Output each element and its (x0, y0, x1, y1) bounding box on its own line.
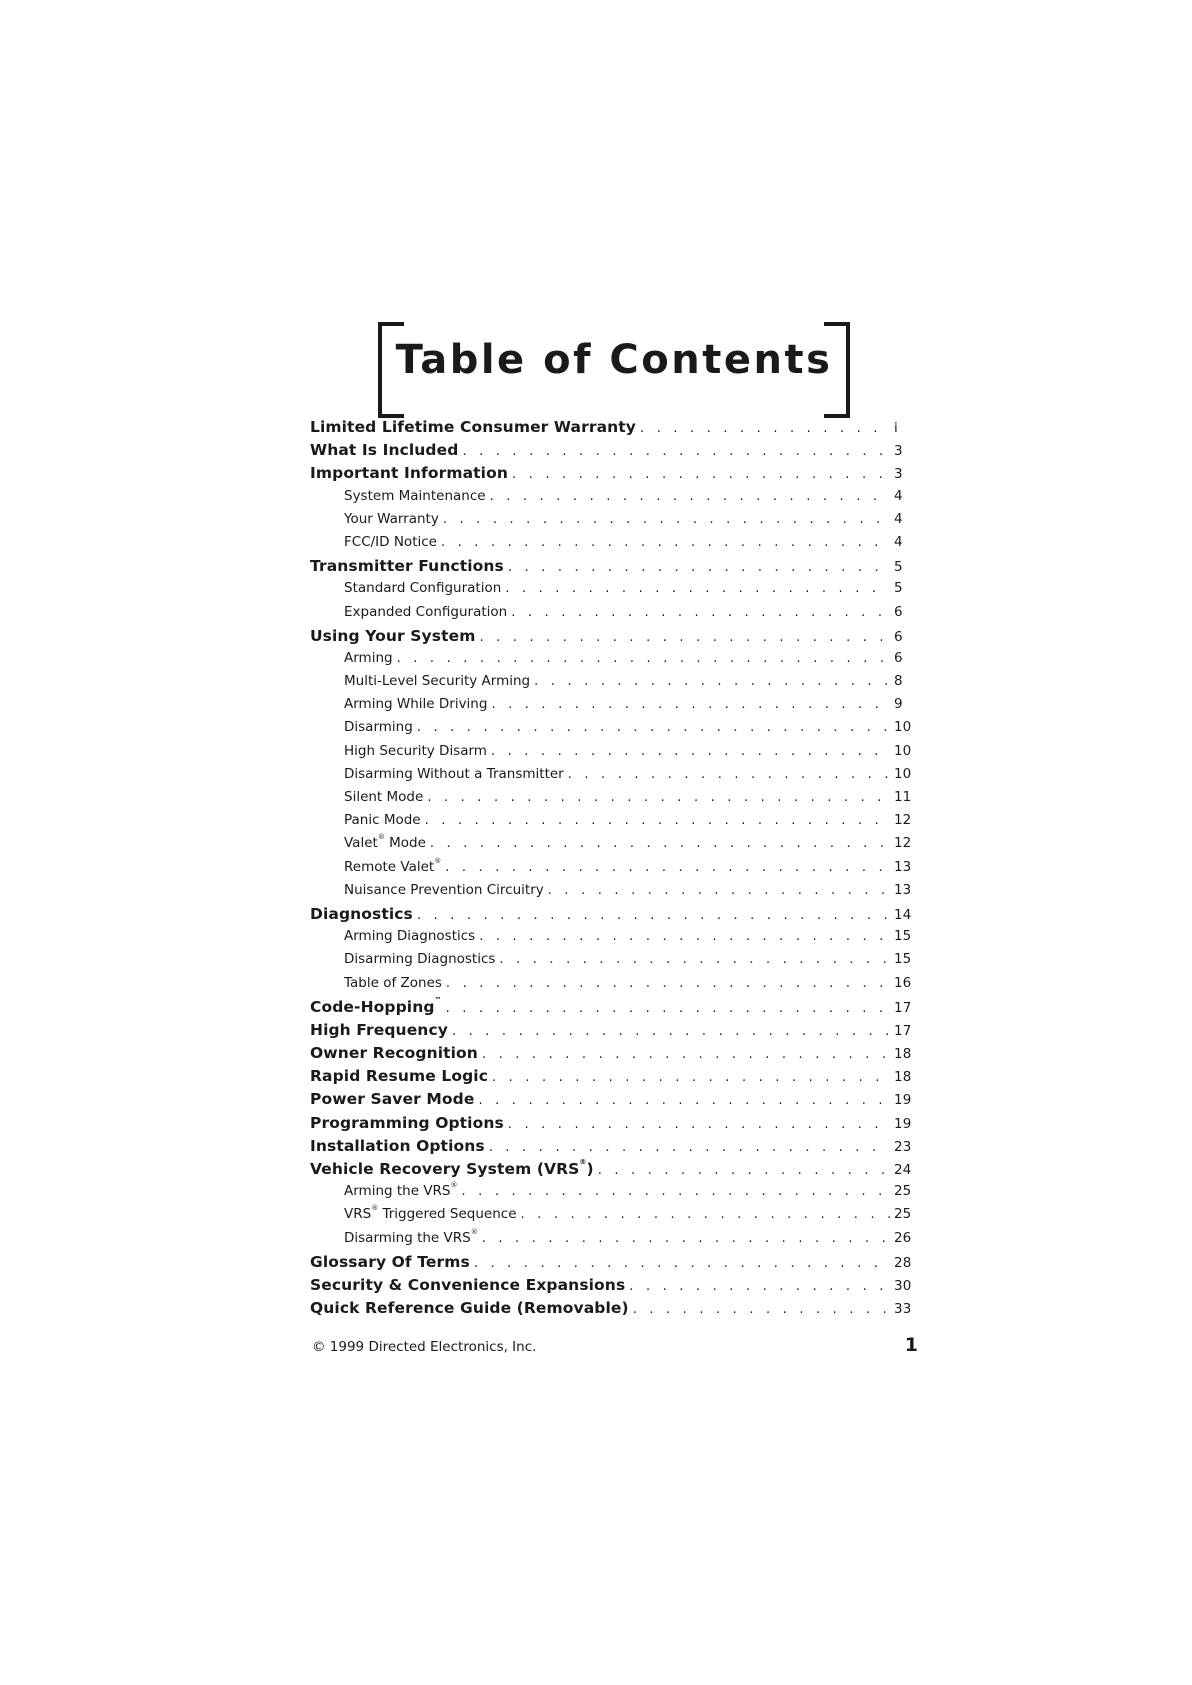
toc-subsection-entry (310, 511, 912, 534)
toc-subsection-entry (310, 580, 912, 603)
toc-page-number: 10 (894, 719, 912, 736)
toc-page-number: 18 (894, 1069, 912, 1086)
toc-page-number: 25 (894, 1183, 912, 1200)
dot-leader (548, 883, 890, 898)
dot-leader (441, 535, 890, 550)
dot-leader (490, 489, 890, 504)
dot-leader (568, 767, 890, 782)
toc-subsection-entry (310, 1227, 912, 1253)
toc-entry-label: Important Information (310, 464, 508, 483)
toc-page-number: 19 (894, 1092, 912, 1109)
toc-entry-title (310, 1090, 474, 1108)
toc-section-entry (310, 1160, 912, 1183)
dot-leader (640, 421, 890, 436)
trademark-mark: ® (434, 856, 442, 865)
toc-page-number: 6 (894, 649, 903, 666)
toc-subsection-entry (310, 673, 912, 696)
toc-page-number: 4 (894, 533, 903, 550)
toc-page-number: 6 (894, 603, 903, 620)
toc-subsection-entry (310, 789, 912, 812)
toc-page-number: 15 (894, 928, 912, 945)
toc-subsection-entry (310, 1206, 912, 1229)
toc-entry-title (344, 719, 413, 735)
toc-page-number: 12 (894, 812, 912, 829)
right-bracket-decoration (824, 322, 850, 418)
trademark-mark: ® (579, 1158, 587, 1166)
toc-entry-label: Your Warranty (344, 510, 439, 527)
toc-section-entry (310, 464, 912, 487)
toc-entry-label: Table of Zones (344, 974, 442, 991)
toc-page-number: 25 (894, 1206, 912, 1223)
toc-entry-title (310, 1299, 629, 1317)
dot-leader (508, 1117, 890, 1132)
toc-subsection-entry (310, 928, 912, 951)
dot-leader (491, 697, 890, 712)
toc-entry-label: Vehicle Recovery System (VRS (310, 1160, 580, 1178)
dot-leader (598, 1163, 890, 1178)
toc-subsection-entry (310, 951, 912, 974)
toc-entry-title (310, 1067, 488, 1085)
toc-entry-title (344, 975, 442, 991)
dot-leader (462, 1184, 891, 1199)
dot-leader (417, 908, 890, 923)
toc-entry-label: Power Saver Mode (310, 1090, 475, 1109)
toc-entry-title (310, 464, 508, 482)
toc-entry-label: FCC/ID Notice (344, 533, 437, 550)
dot-leader (446, 976, 890, 991)
toc-section-entry (310, 1044, 912, 1067)
toc-entry-title (310, 418, 636, 436)
toc-entry-label: Installation Options (310, 1136, 485, 1155)
toc-subsection-entry (310, 766, 912, 789)
table-of-contents (310, 418, 912, 1322)
toc-section-entry (310, 1021, 912, 1044)
toc-entry-title (344, 604, 507, 620)
toc-entry-label: Diagnostics (310, 904, 413, 923)
toc-page-number: 33 (894, 1301, 912, 1318)
toc-entry-title (310, 905, 413, 923)
toc-entry-title (344, 673, 530, 689)
dot-leader (511, 605, 890, 620)
toc-page-number: 23 (894, 1138, 912, 1155)
dot-leader (629, 1279, 890, 1294)
toc-entry-label: Code-Hopping (310, 997, 435, 1016)
trademark-mark: ™ (434, 995, 442, 1004)
toc-section-entry (310, 557, 912, 580)
toc-entry-title (344, 1206, 517, 1222)
trademark-mark: ® (470, 1227, 478, 1236)
dot-leader (512, 467, 890, 482)
toc-entry-label: Arming (344, 649, 393, 666)
toc-page-number: 11 (894, 789, 912, 805)
toc-entry-label: Silent Mode (344, 789, 424, 805)
toc-entry-label: Programming Options (310, 1113, 504, 1132)
toc-entry-title (310, 1160, 594, 1178)
toc-page-number: 5 (894, 580, 903, 597)
title-block (378, 322, 850, 414)
toc-subsection-entry (310, 743, 912, 766)
toc-entry-title (310, 1253, 470, 1271)
dot-leader (482, 1047, 890, 1062)
dot-leader (482, 1231, 890, 1246)
toc-page-number: 17 (894, 999, 912, 1016)
toc-entry-label-suffix: Mode (384, 835, 426, 852)
trademark-mark: ® (450, 1181, 458, 1190)
toc-entry-title (310, 557, 504, 575)
toc-entry-label: Transmitter Functions (310, 557, 504, 576)
toc-page-number: 5 (894, 559, 903, 576)
dot-leader (505, 581, 890, 596)
toc-page-number: 13 (894, 858, 912, 875)
dot-leader (489, 1140, 890, 1155)
toc-page-number: 8 (894, 673, 903, 690)
toc-subsection-entry (310, 1183, 912, 1206)
toc-entry-title (344, 812, 421, 828)
toc-entry-title (344, 766, 564, 782)
page-footer (312, 1334, 918, 1356)
toc-page-number: 3 (894, 466, 903, 483)
toc-section-entry (310, 1067, 912, 1090)
toc-section-entry (310, 1276, 912, 1299)
toc-page-number: 6 (894, 628, 903, 645)
dot-leader (425, 813, 890, 828)
toc-section-entry (310, 1090, 912, 1113)
toc-entry-title (344, 835, 426, 851)
dot-leader (491, 744, 890, 759)
toc-entry-label: Disarming the VRS (344, 1229, 471, 1246)
toc-entry-label: Using Your System (310, 626, 476, 645)
toc-page-number: 3 (894, 443, 903, 460)
toc-entry-title (310, 1114, 504, 1132)
toc-entry-title (310, 1276, 625, 1294)
toc-section-entry (310, 627, 912, 650)
toc-page-number: 15 (894, 951, 912, 968)
toc-entry-title (344, 580, 501, 596)
toc-page-number: i (894, 420, 898, 436)
toc-entry-title (310, 1137, 485, 1155)
toc-entry-label: Disarming (344, 719, 413, 736)
toc-entry-label: Owner Recognition (310, 1044, 478, 1063)
toc-entry-title (310, 1021, 448, 1039)
toc-subsection-entry (310, 882, 912, 905)
toc-entry-title (344, 696, 487, 712)
toc-entry-label: System Maintenance (344, 487, 486, 504)
toc-entry-title (310, 1044, 478, 1062)
toc-section-entry (310, 905, 912, 928)
toc-section-entry (310, 1114, 912, 1137)
page-number: 1 (904, 1334, 918, 1356)
toc-entry-label: Multi-Level Security Arming (344, 673, 531, 690)
toc-entry-title (344, 789, 423, 805)
toc-entry-title (344, 534, 437, 550)
toc-subsection-entry (310, 696, 912, 719)
toc-entry-label: High Frequency (310, 1020, 448, 1039)
toc-page-number: 10 (894, 742, 912, 759)
toc-entry-title (310, 627, 475, 645)
toc-entry-label: Disarming Diagnostics (344, 951, 496, 968)
dot-leader (479, 929, 890, 944)
toc-page-number: 30 (894, 1277, 912, 1294)
toc-page-number: 16 (894, 974, 912, 991)
toc-page-number: 13 (894, 881, 912, 898)
toc-subsection-entry (310, 604, 912, 627)
toc-entry-label: Arming Diagnostics (344, 928, 476, 945)
toc-entry-label: Quick Reference Guide (Removable) (310, 1299, 629, 1318)
toc-page-number: 28 (894, 1254, 912, 1271)
toc-entry-label: Disarming Without a Transmitter (344, 765, 564, 782)
dot-leader (479, 630, 890, 645)
dot-leader (443, 512, 890, 527)
toc-page-number: 4 (894, 487, 903, 504)
toc-section-entry (310, 441, 912, 464)
dot-leader (499, 952, 890, 967)
toc-subsection-entry (310, 975, 912, 998)
toc-entry-title (344, 1183, 458, 1199)
toc-page-number: 14 (894, 906, 912, 923)
toc-section-entry (310, 995, 912, 1021)
trademark-mark: ® (377, 833, 385, 842)
toc-entry-label: Limited Lifetime Consumer Warranty (310, 418, 637, 436)
toc-page-number: 17 (894, 1022, 912, 1039)
trademark-mark: ® (371, 1204, 379, 1213)
toc-entry-label: Expanded Configuration (344, 603, 508, 620)
dot-leader (446, 1001, 890, 1016)
toc-entry-label: Security & Convenience Expansions (310, 1275, 626, 1294)
dot-leader (633, 1302, 890, 1317)
toc-entry-label-suffix: ) (586, 1160, 594, 1178)
dot-leader (534, 674, 890, 689)
toc-entry-title (310, 441, 458, 459)
dot-leader (492, 1070, 890, 1085)
toc-subsection-entry (310, 812, 912, 835)
dot-leader (474, 1256, 890, 1271)
toc-entry-label: Remote Valet (344, 858, 435, 875)
toc-page-number: 24 (894, 1162, 912, 1178)
dot-leader (462, 444, 890, 459)
toc-page-number: 4 (894, 510, 903, 527)
toc-entry-title (344, 743, 487, 759)
toc-page-number: 18 (894, 1046, 912, 1063)
toc-entry-title (310, 995, 442, 1016)
copyright-notice: © 1999 Directed Electronics, Inc. (312, 1339, 537, 1355)
toc-entry-label: Rapid Resume Logic (310, 1067, 488, 1086)
toc-entry-title (344, 488, 486, 504)
toc-section-entry (310, 1253, 912, 1276)
toc-page-number: 10 (894, 765, 912, 782)
dot-leader (427, 790, 890, 805)
toc-section-entry (310, 1137, 912, 1160)
toc-entry-label: Valet (344, 835, 378, 852)
toc-entry-title (344, 511, 439, 527)
dot-leader (445, 860, 890, 875)
toc-page-number: 26 (894, 1229, 912, 1246)
toc-entry-label: VRS (344, 1206, 372, 1223)
toc-section-entry (310, 1299, 912, 1322)
toc-entry-label: Panic Mode (344, 812, 421, 829)
toc-entry-label: Arming While Driving (344, 696, 488, 713)
toc-entry-label: High Security Disarm (344, 742, 487, 759)
toc-entry-label-suffix: Triggered Sequence (378, 1206, 517, 1223)
dot-leader (397, 651, 890, 666)
toc-entry-label: What Is Included (310, 441, 459, 460)
toc-subsection-entry (310, 835, 912, 858)
toc-entry-title (344, 951, 495, 967)
toc-entry-title (344, 650, 393, 666)
toc-entry-title (344, 882, 544, 898)
toc-section-entry (310, 418, 912, 441)
toc-entry-title (344, 1227, 478, 1246)
toc-entry-title (344, 928, 475, 944)
toc-subsection-entry (310, 856, 912, 882)
toc-subsection-entry (310, 650, 912, 673)
toc-entry-label: Standard Configuration (344, 580, 502, 597)
toc-page-number: 19 (894, 1115, 912, 1132)
dot-leader (452, 1024, 890, 1039)
toc-subsection-entry (310, 488, 912, 511)
dot-leader (521, 1207, 891, 1222)
toc-entry-label: Arming the VRS (344, 1183, 451, 1200)
toc-entry-title (344, 856, 442, 875)
toc-page-number: 9 (894, 696, 903, 713)
toc-subsection-entry (310, 719, 912, 742)
dot-leader (478, 1093, 890, 1108)
dot-leader (508, 560, 890, 575)
toc-entry-label: Nuisance Prevention Circuitry (344, 881, 544, 898)
toc-page-number: 12 (894, 835, 912, 852)
dot-leader (430, 836, 890, 851)
toc-subsection-entry (310, 534, 912, 557)
dot-leader (417, 720, 890, 735)
page-title: Table of Contents (395, 337, 833, 383)
toc-entry-label: Glossary Of Terms (310, 1252, 470, 1271)
